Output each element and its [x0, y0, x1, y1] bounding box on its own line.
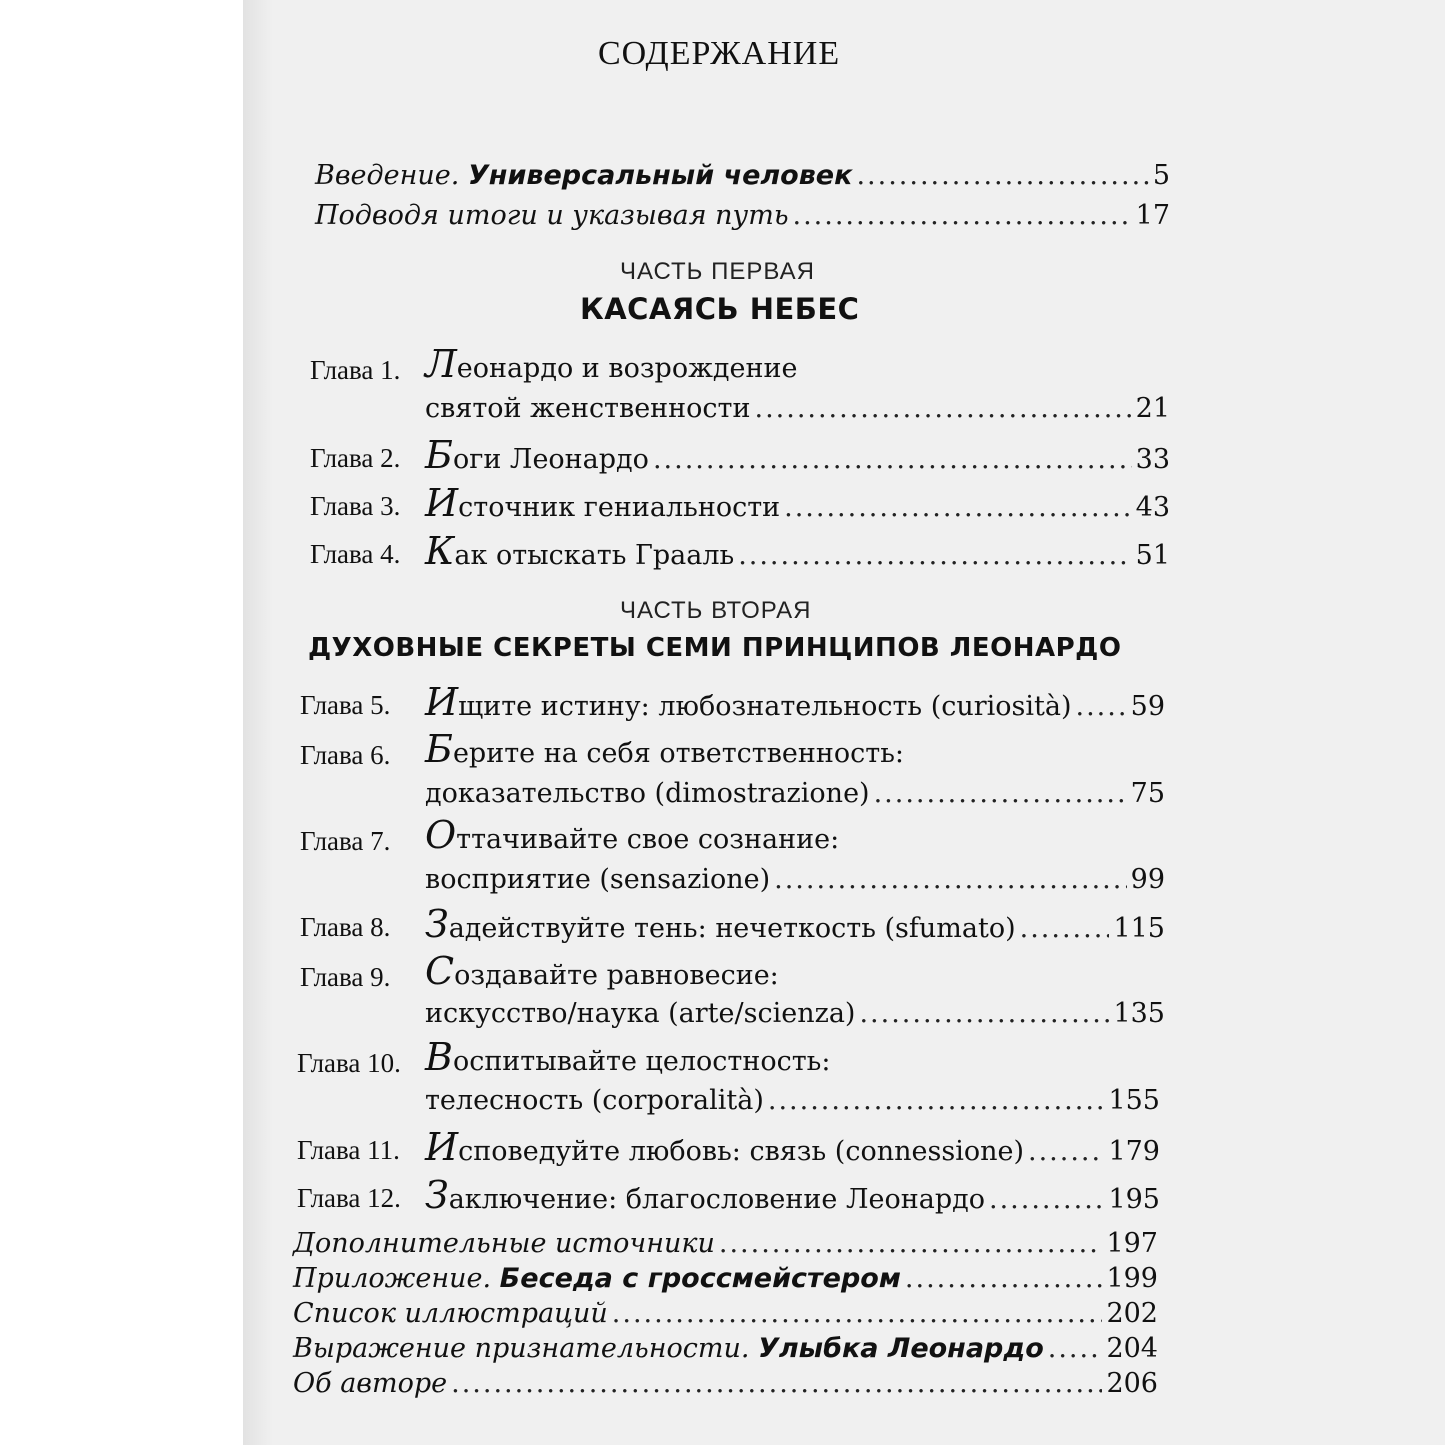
page-number: 99: [1130, 864, 1165, 895]
dot-leader: [793, 200, 1132, 231]
chapter-title-line1: Берите на себя ответственность:: [425, 727, 904, 771]
dot-leader: [738, 540, 1131, 571]
initial-capital: И: [425, 1125, 459, 1169]
dot-leader: [451, 1368, 1102, 1399]
dot-leader: [1020, 913, 1110, 944]
initial-capital: К: [425, 529, 455, 573]
initial-capital: С: [425, 949, 455, 993]
chapter-number: Глава 1.: [310, 355, 401, 385]
initial-capital: О: [425, 813, 457, 857]
page-number: 204: [1106, 1333, 1158, 1364]
chapter-title-line1: Воспитывайте целостность:: [425, 1035, 831, 1079]
part1-title: КАСАЯСЬ НЕБЕС: [580, 292, 860, 326]
initial-capital: И: [425, 481, 459, 525]
entry-prefix: Приложение.: [293, 1263, 492, 1294]
entry-prefix: Дополнительные источники: [293, 1228, 715, 1259]
chapter-number: Глава 9.: [300, 962, 391, 992]
page-number: 179: [1108, 1136, 1160, 1167]
page-number: 155: [1108, 1085, 1160, 1116]
initial-capital: З: [425, 902, 449, 946]
chapter-number: Глава 8.: [300, 912, 391, 942]
chapter-number: Глава 7.: [300, 826, 391, 856]
chapter-title-line2: искусство/наука (arte/scienza) ..... 135: [425, 998, 1165, 1029]
page-number: 135: [1113, 998, 1165, 1029]
toc-entry-about-author: [293, 1368, 1158, 1399]
initial-capital: Л: [425, 342, 457, 386]
page-number: 59: [1130, 691, 1165, 722]
entry-bold: Беседа с гроссмейстером: [499, 1263, 901, 1294]
part2-label: ЧАСТЬ ВТОРАЯ: [620, 597, 812, 624]
toc-entry-chapter-11: Исповедуйте любовь: связь (connessione) ..... 179: [425, 1128, 1160, 1167]
dot-leader: [774, 864, 1127, 895]
chapter-number: Глава 10.: [297, 1048, 401, 1078]
dot-leader: [1076, 691, 1127, 722]
toc-entry-chapter-3: Источник гениальности ..... 43: [425, 484, 1170, 523]
page-number: 21: [1135, 393, 1170, 424]
dot-leader: [719, 1228, 1103, 1259]
toc-entry-chapter-2: Боги Леонардо ..... 33: [425, 436, 1170, 475]
chapter-number: Глава 6.: [300, 740, 391, 770]
initial-capital: В: [425, 1035, 453, 1079]
chapter-number: Глава 11.: [297, 1135, 400, 1165]
chapter-title-line2: восприятие (sensazione) ..... 99: [425, 864, 1165, 895]
chapter-number: Глава 4.: [310, 539, 401, 569]
page-number: 75: [1130, 778, 1165, 809]
part1-label: ЧАСТЬ ПЕРВАЯ: [620, 258, 815, 285]
dot-leader: [768, 1085, 1105, 1116]
entry-prefix: Выражение признательности.: [293, 1333, 750, 1364]
initial-capital: И: [425, 680, 459, 724]
page-number: 206: [1106, 1368, 1158, 1399]
toc-entry-chapter-12: Заключение: благословение Леонардо ..... 195: [425, 1176, 1160, 1215]
part2-title: ДУХОВНЫЕ СЕКРЕТЫ СЕМИ ПРИНЦИПОВ ЛЕОНАРДО: [308, 633, 1122, 663]
chapter-title-line1: Леонардо и возрождение: [425, 342, 798, 386]
dot-leader: [754, 393, 1131, 424]
toc-entry-chapter-8: Задействуйте тень: нечеткость (sfumato) ..... 115: [425, 905, 1165, 944]
chapter-title-line2: святой женственности ..... 21: [425, 393, 1170, 424]
toc-title: СОДЕРЖАНИЕ: [598, 35, 841, 72]
dot-leader: [1028, 1136, 1104, 1167]
page-number: 195: [1108, 1184, 1160, 1215]
toc-entry-illustrations: [293, 1298, 1158, 1329]
page-number: 51: [1135, 540, 1170, 571]
dot-leader: [653, 444, 1132, 475]
chapter-title-line1: Оттачивайте свое сознание:: [425, 813, 840, 857]
dot-leader: [784, 492, 1132, 523]
chapter-number: Глава 3.: [310, 491, 401, 521]
initial-capital: З: [425, 1173, 449, 1217]
page-number: 5: [1152, 160, 1170, 191]
dot-leader: [856, 160, 1148, 191]
page-number: 197: [1106, 1228, 1158, 1259]
chapter-number: Глава 5.: [300, 690, 391, 720]
dot-leader: [874, 778, 1127, 809]
toc-entry-sources: [293, 1228, 1158, 1259]
entry-prefix: Об авторе: [293, 1368, 448, 1399]
toc-entry-appendix: [293, 1263, 1158, 1294]
page-number: 43: [1135, 492, 1170, 523]
entry-bold: Улыбка Леонардо: [758, 1333, 1044, 1364]
chapter-title-line2: телесность (corporalità) ..... 155: [425, 1085, 1160, 1116]
toc-entry-summary: [315, 200, 1170, 231]
chapter-title-line2: доказательство (dimostrazione) ..... 75: [425, 778, 1165, 809]
page-number: 17: [1135, 200, 1170, 231]
dot-leader: [859, 998, 1109, 1029]
toc-entry-chapter-4: Как отыскать Грааль ..... 51: [425, 532, 1170, 571]
page-gutter: [243, 0, 273, 1445]
entry-bold: Универсальный человек: [467, 160, 853, 191]
chapter-title-line1: Создавайте равновесие:: [425, 949, 779, 993]
dot-leader: [612, 1298, 1103, 1329]
page-number: 199: [1106, 1263, 1158, 1294]
toc-entry-chapter-5: Ищите истину: любознательность (curiosità) ..... 59: [425, 683, 1165, 722]
dot-leader: [1048, 1333, 1103, 1364]
entry-prefix: Список иллюстраций: [293, 1298, 608, 1329]
toc-entry-acknowledgements: [293, 1333, 1158, 1364]
entry-prefix: Введение.: [315, 160, 460, 191]
entry-prefix: Подводя итоги и указывая путь: [315, 200, 789, 231]
dot-leader: [905, 1263, 1103, 1294]
initial-capital: Б: [425, 727, 453, 771]
chapter-number: Глава 12.: [297, 1183, 401, 1213]
page-number: 115: [1113, 913, 1165, 944]
page-number: 202: [1106, 1298, 1158, 1329]
chapter-number: Глава 2.: [310, 443, 401, 473]
toc-entry-introduction: [315, 160, 1170, 191]
dot-leader: [989, 1184, 1104, 1215]
page-number: 33: [1135, 444, 1170, 475]
initial-capital: Б: [425, 433, 453, 477]
